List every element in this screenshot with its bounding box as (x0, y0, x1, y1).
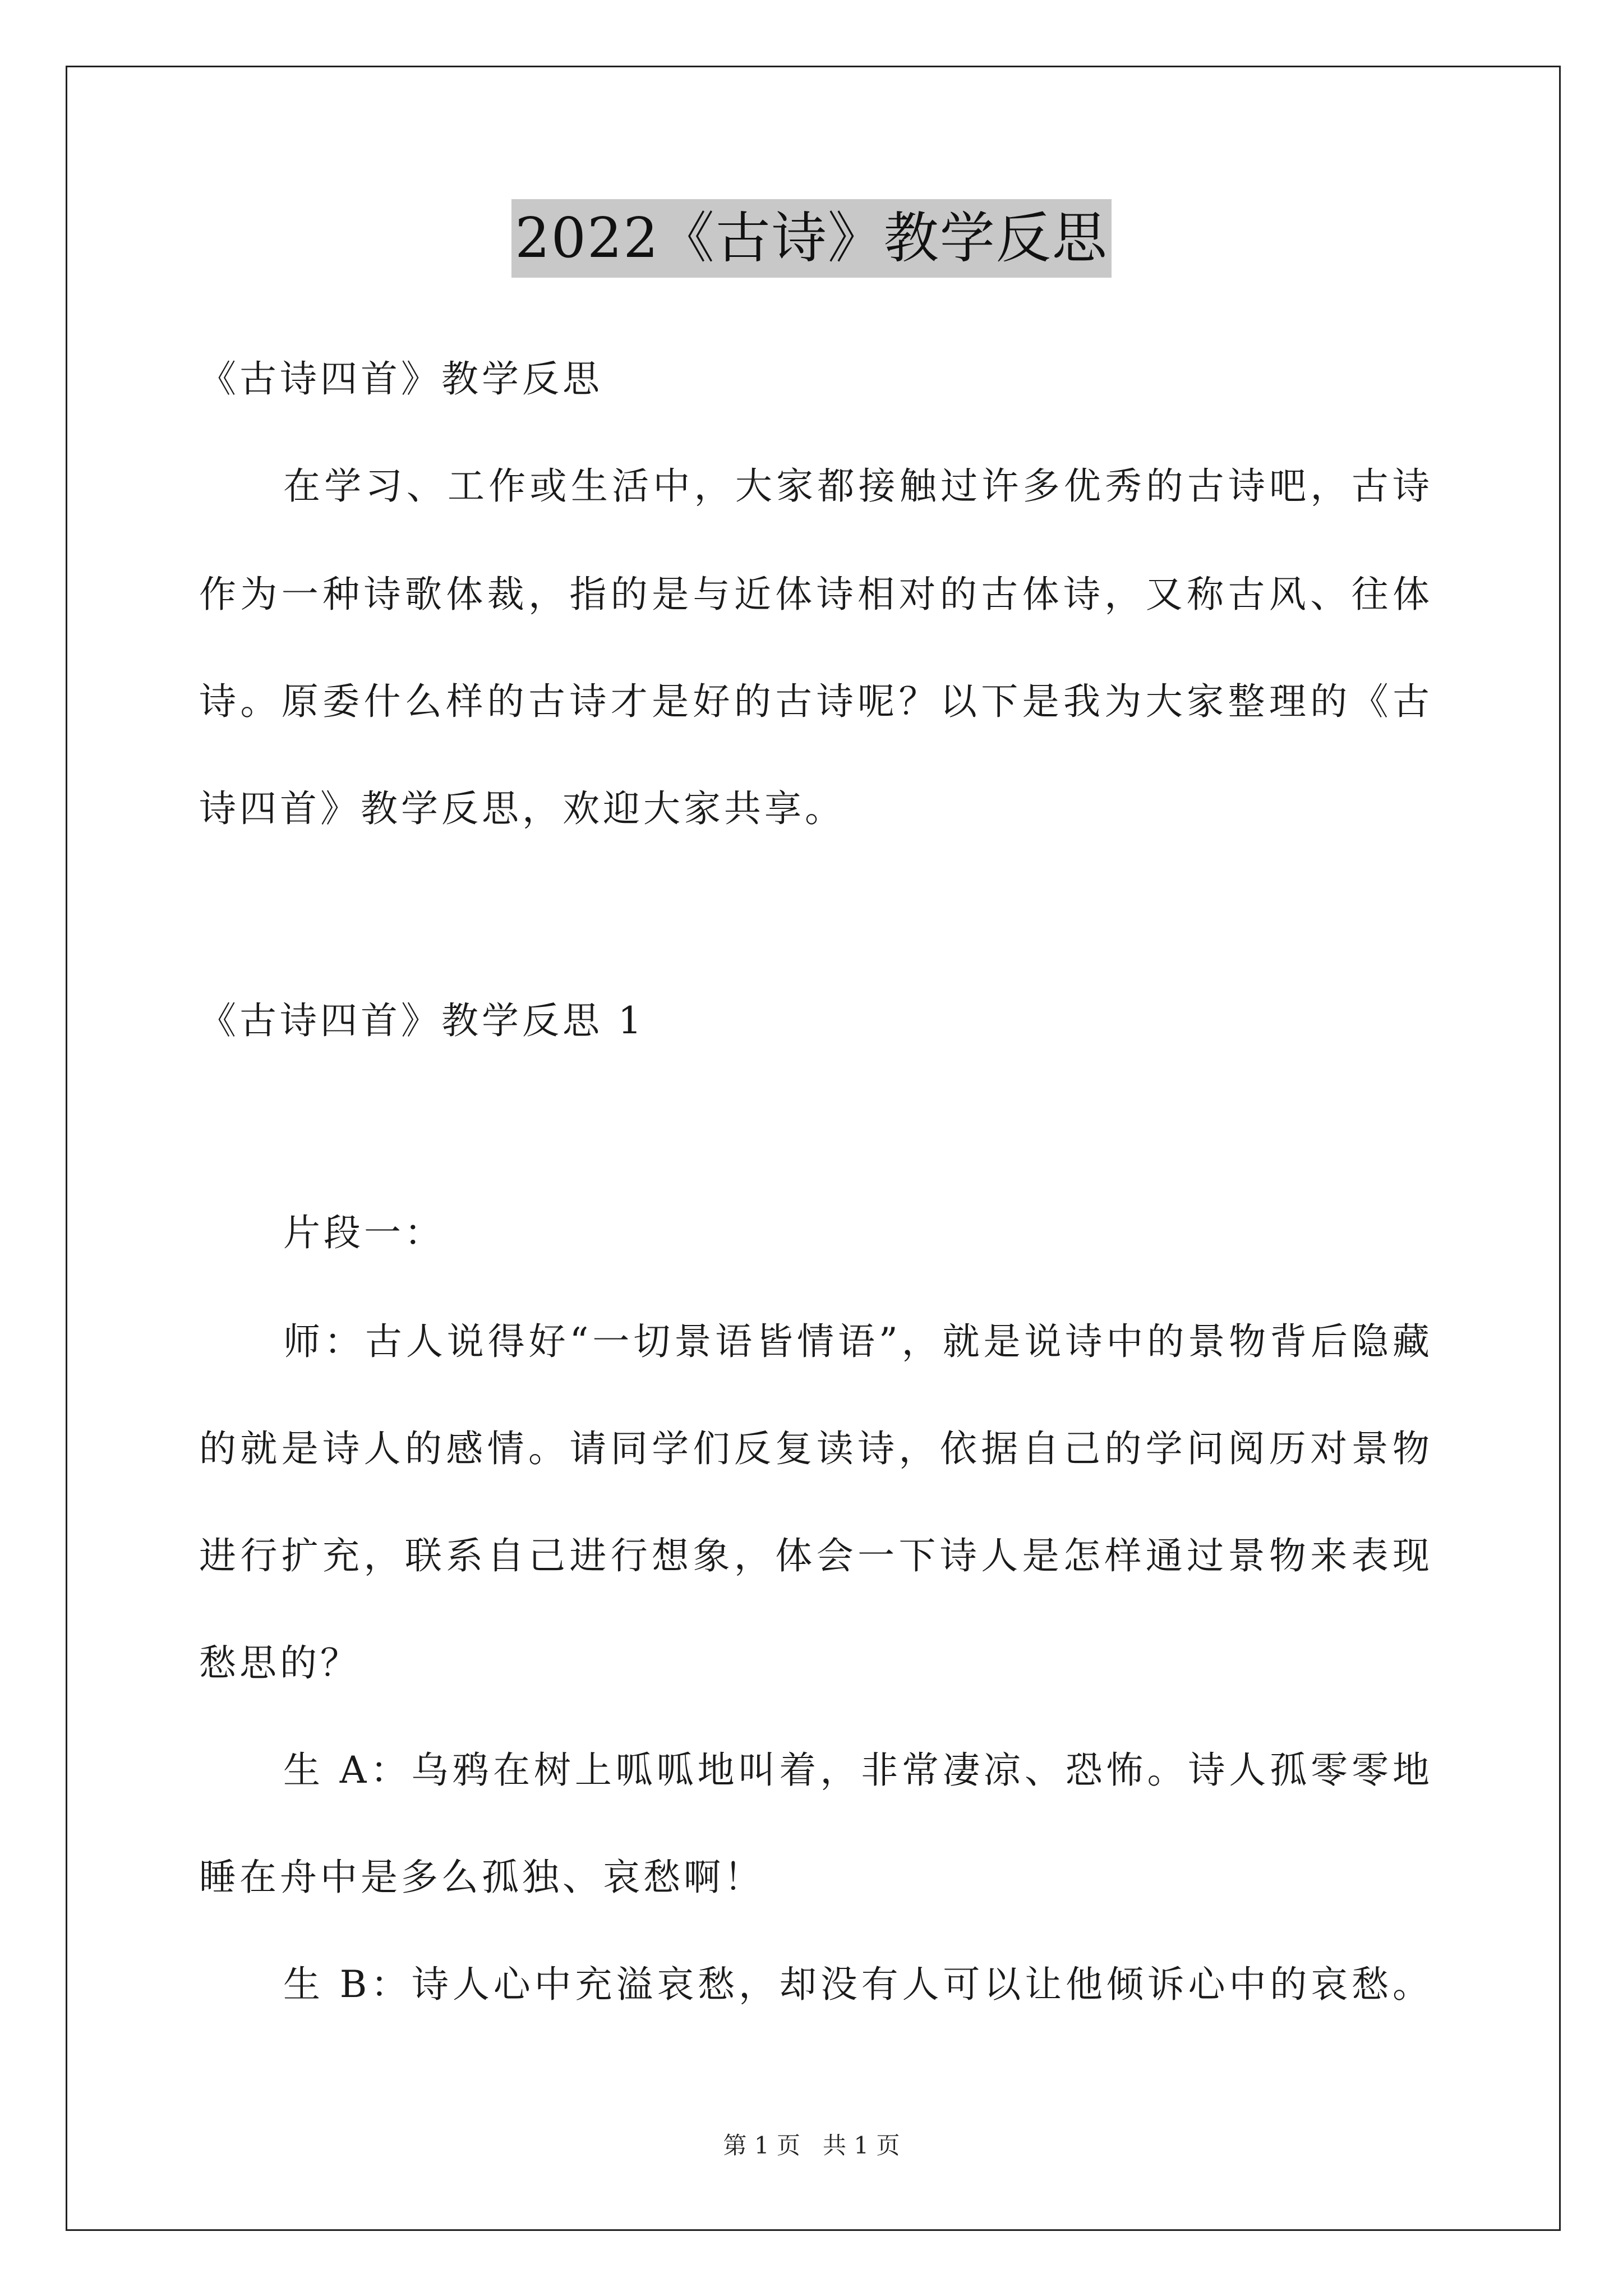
student-a-line-2: 睡在舟中是多么孤独、哀愁啊！ (199, 1856, 764, 1899)
teacher-line-3: 进行扩充，联系自己进行想象，体会一下诗人是怎样通过景物来表现 (199, 1534, 1430, 1577)
student-b-line-1: 生 B：诗人心中充溢哀愁，却没有人可以让他倾诉心中的哀愁。 (283, 1963, 1430, 2006)
segment-label: 片段一： (283, 1211, 445, 1254)
intro-line-3: 诗。原委什么样的古诗才是好的古诗呢？以下是我为大家整理的《古 (199, 680, 1430, 723)
intro-line-4: 诗四首》教学反思，欢迎大家共享。 (199, 787, 845, 830)
intro-line-2: 作为一种诗歌体裁，指的是与近体诗相对的古体诗，又称古风、往体 (199, 573, 1430, 616)
teacher-line-1: 师：古人说得好“一切景语皆情语”，就是说诗中的景物背后隐藏 (283, 1320, 1430, 1363)
title-wrap (0, 199, 1623, 278)
page-footer: 第 1 页 共 1 页 (723, 2132, 900, 2159)
section-heading-2: 《古诗四首》教学反思 1 (199, 999, 645, 1042)
document-title: 2022《古诗》教学反思 (511, 199, 1111, 278)
intro-line-1: 在学习、工作或生活中，大家都接触过许多优秀的古诗吧，古诗 (283, 464, 1430, 508)
teacher-line-4: 愁思的？ (199, 1641, 361, 1685)
section-heading: 《古诗四首》教学反思 (199, 357, 603, 401)
student-a-line-1: 生 A：乌鸦在树上呱呱地叫着，非常凄凉、恐怖。诗人孤零零地 (283, 1749, 1430, 1792)
teacher-line-2: 的就是诗人的感情。请同学们反复读诗，依据自己的学问阅历对景物 (199, 1427, 1430, 1470)
